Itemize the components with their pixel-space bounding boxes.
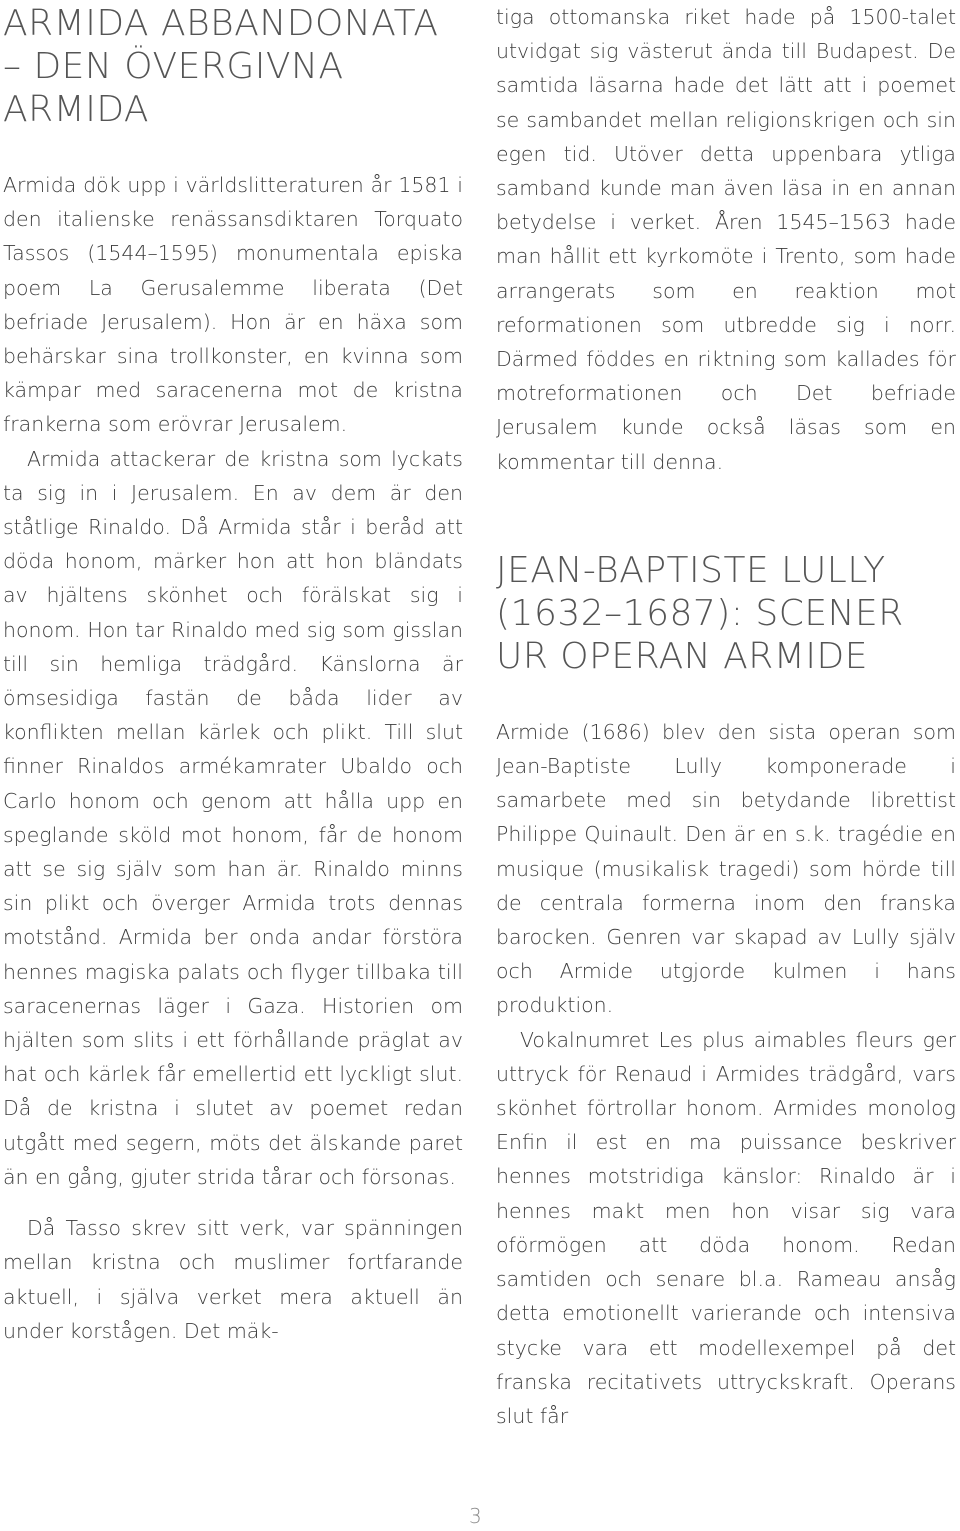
page-number: 3 [469,1504,482,1528]
paragraph: Armida dök upp i världslitteraturen år 1581 i den italienske renässansdiktaren Torquato Tassos (1544–1595) monumentala episka poem La Gerusalemme liberata (Det befriade Jerusalem). Hon är en häxa som behärskar sina trollkonster, en kvinna som kämpar med saracenerna mot de kristna frankerna som erövrar Jerusalem. [3,173,463,437]
left-column [3,0,463,1348]
paragraph-continuation: tiga ottomanska riket hade på 1500-talet utvidgat sig västerut ända till Budapest. De samtida läsarna hade det lätt att i poemet se sambandet mellan religionskrigen och sin egen tid. Utöver detta uppenbara ytliga samband kunde man även läsa in en annan betydelse i verket. Åren 1545–1563 hade man hållit ett kyrkomöte i Trento, som hade arrangerats som en reaktion mot reformationen som utbredde sig i norr. Därmed föddes en riktning som kallades för motreformationen och Det befriade Jerusalem kunde också läsas som en kommentar till denna. [496,5,956,474]
paragraph: Armide (1686) blev den sista operan som Jean-Baptiste Lully komponerade i samarbete med sin betydande librettist Philippe Quinault. Den är en s.k. tragédie en musique (musikalisk tragedi) som hörde till de centrala formerna inom den franska barocken. Genren var skapad av Lully själv och Armide utgjorde kulmen i hans produktion. [496,719,956,1018]
paragraph: Då Tasso skrev sitt verk, var spänningen mellan kristna och muslimer fortfarande aktuell, i själva verket mera aktuell än under korstågen. Det mäk- [3,1216,463,1343]
section-heading-lully: JEAN-BAPTISTE LULLY (1632–1687): SCENER UR OPERAN ARMIDE [496,549,904,677]
paragraph: Vokalnumret Les plus aimables fleurs ger uttryck för Renaud i Armides trädgård, vars skönhet förtrollar honom. Armides monolog Enfin il est en ma puissance beskriver hennes motstridiga känslor: Rinaldo är i hennes makt men hon visar sig vara oförmögen att döda honom. Redan samtiden och senare bl.a. Rameau ansåg detta emotionellt varierande och intensiva stycke vara ett modellexempel på det franska recitativets uttryckskraft. Operans slut får [496,1027,956,1428]
section-heading-armida: ARMIDA ABBANDONATA – DEN ÖVERGIVNA ARMIDA [3,3,439,130]
paragraph: Armida attackerar de kristna som lyckats ta sig in i Jerusalem. En av dem är den ståtlige Rinaldo. Då Armida står i beråd att döda honom, märker hon att hon bländats av hjältens skönhet och förälskat sig i honom. Hon tar Rinaldo med sig som gisslan till sin hemliga trädgård. Känslorna är ömsesidiga fastän de båda lider av konflikten mellan kärlek och plikt. Till slut finner Rinaldos armékamrater Ubaldo och Carlo honom och genom att hålla upp en speglande sköld mot honom, får de honom att se sig själv som han är. Rinaldo minns sin plikt och överger Armida trots dennas motstånd. Armida ber onda andar förstöra hennes magiska palats och flyger tillbaka till saracenernas läger i Gaza. Historien om hjälten som slits i ett förhållande präglat av hat och kärlek får emellertid ett lyckligt slut. Då de kristna i slutet av poemet redan utgått med segern, möts det älskande paret än en gång, gjuter strida tårar och försonas. [3,446,463,1189]
right-column [496,0,956,1433]
